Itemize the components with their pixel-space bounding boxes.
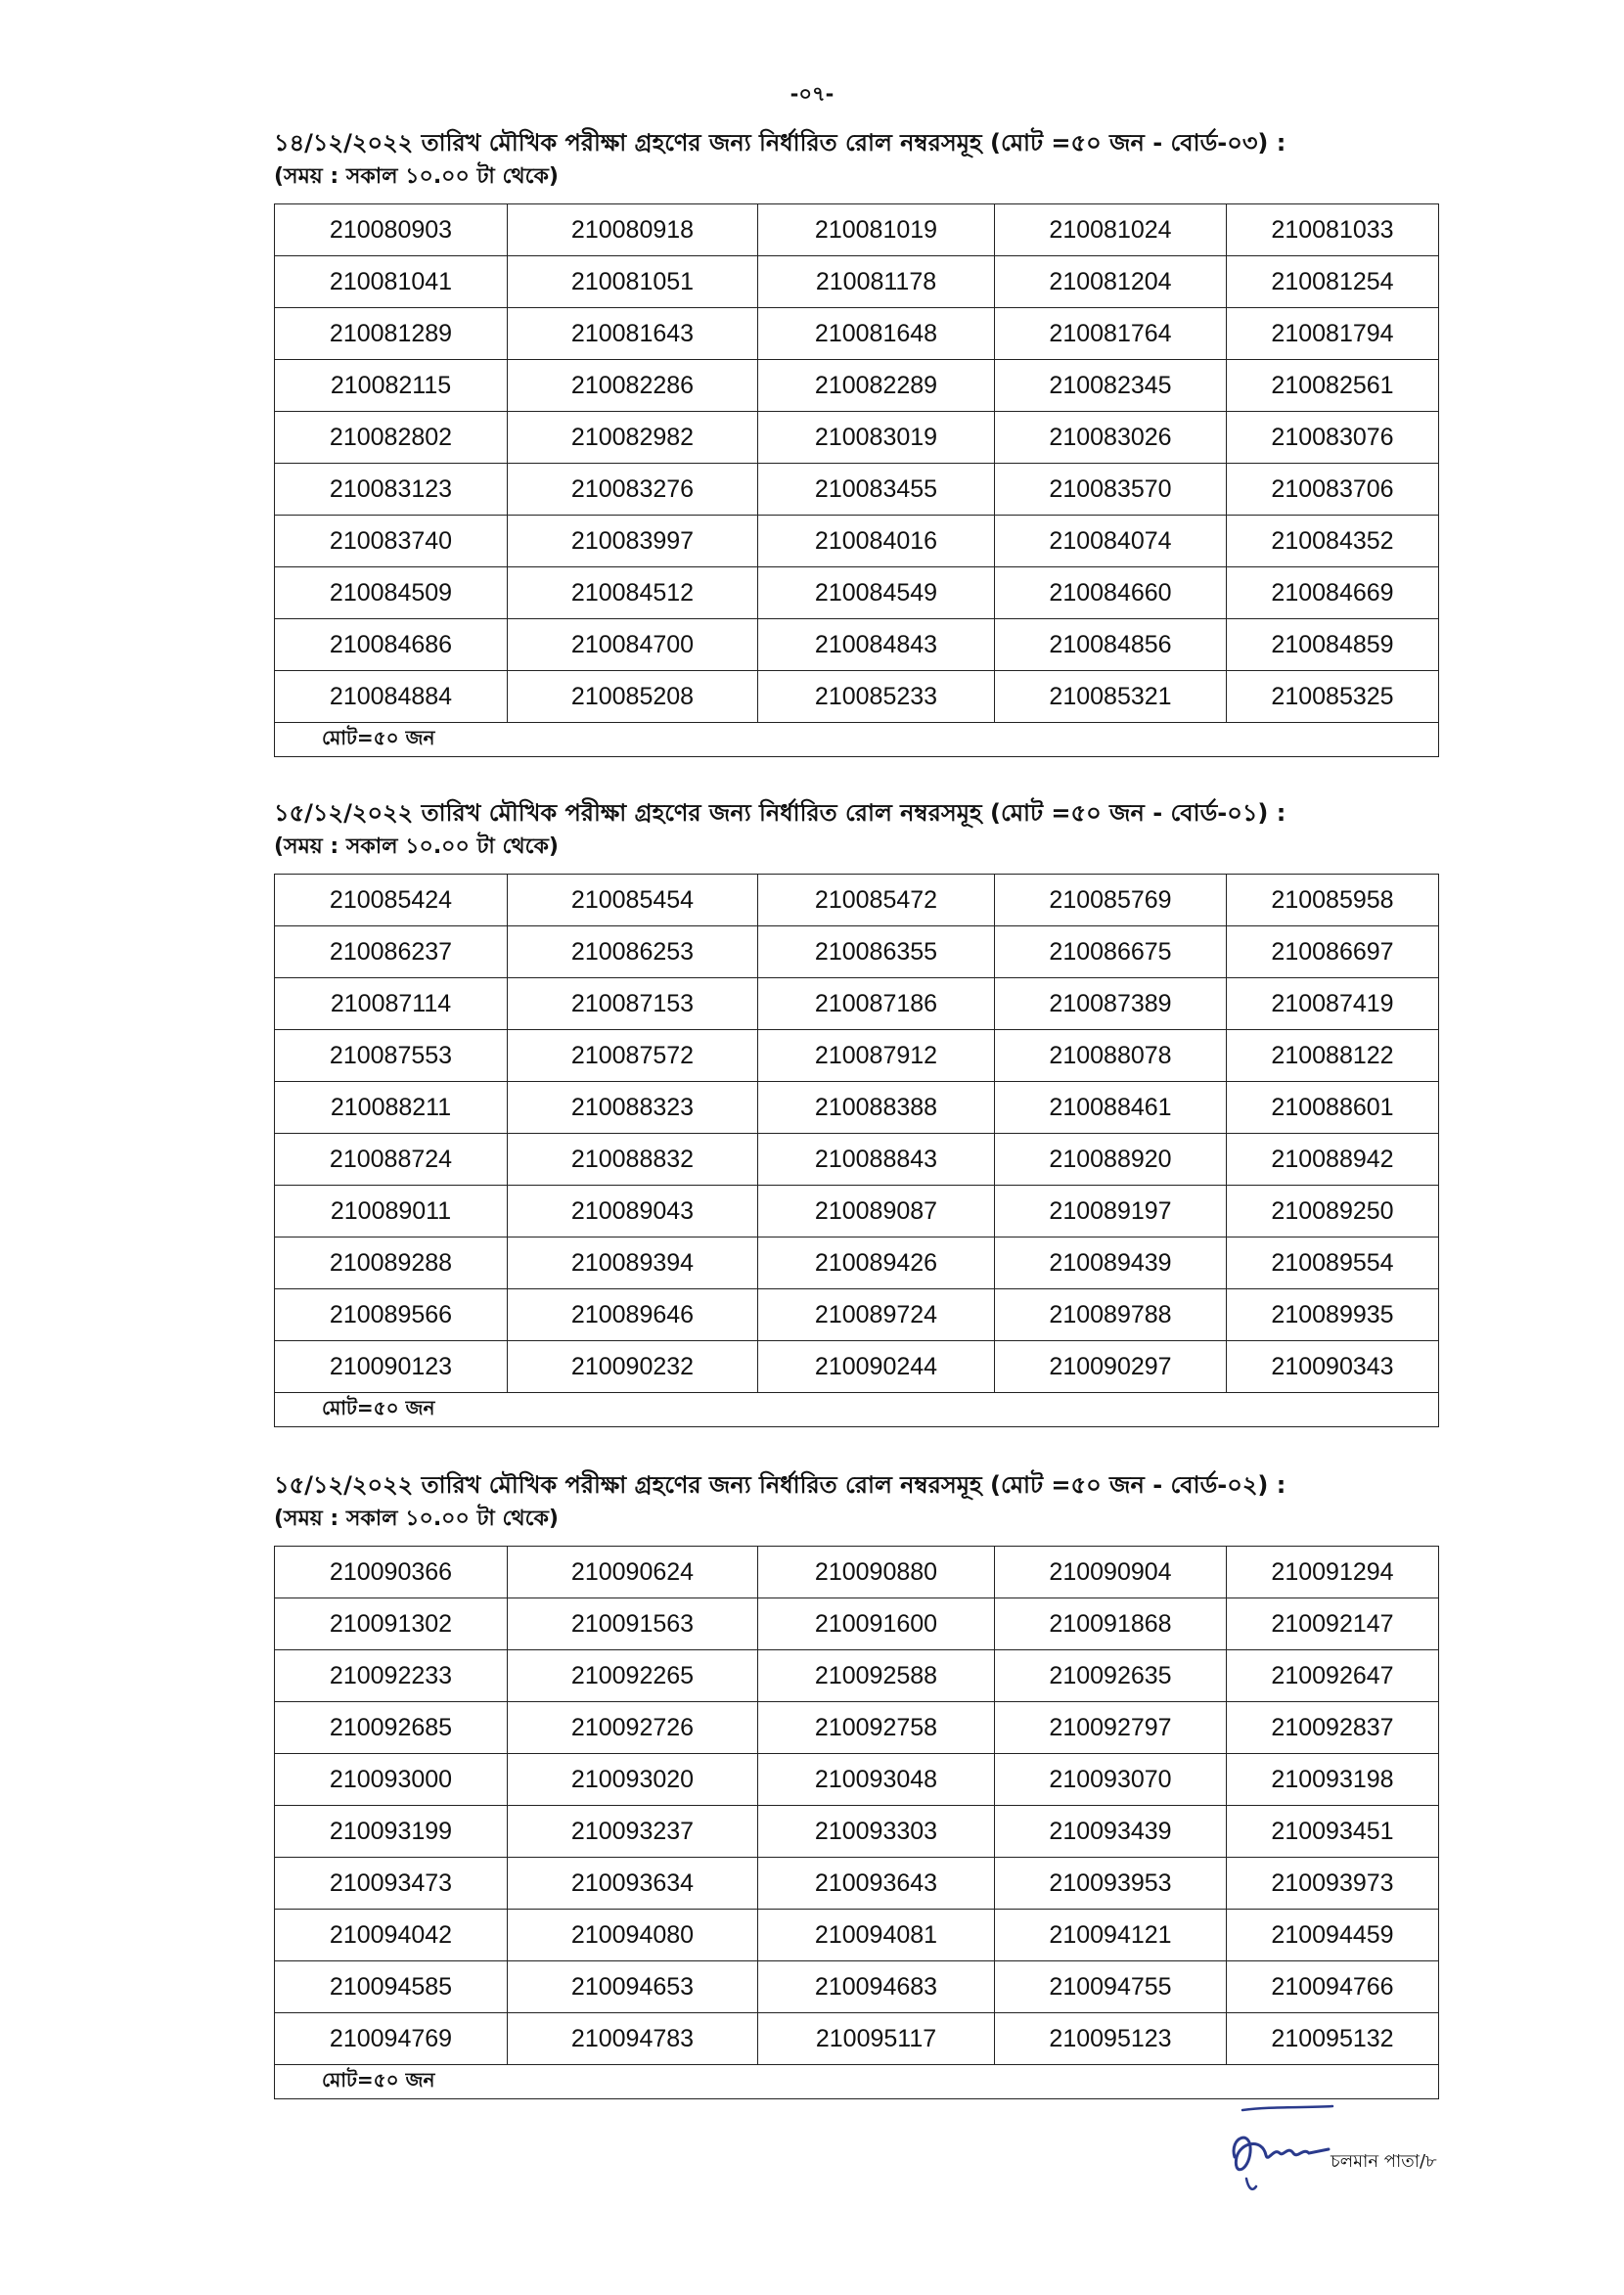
roll-number-cell: 210094653: [508, 1961, 758, 2013]
roll-number-cell: 210090123: [275, 1341, 508, 1393]
roll-number-cell: 210087389: [995, 978, 1227, 1030]
roll-number-cell: 210094121: [995, 1910, 1227, 1961]
roll-number-cell: 210093199: [275, 1806, 508, 1858]
roll-number-cell: 210095117: [758, 2013, 995, 2065]
table-row: [275, 1702, 1439, 1754]
roll-number-cell: 210094585: [275, 1961, 508, 2013]
roll-number-cell: 210080903: [275, 204, 508, 256]
roll-number-cell: 210083276: [508, 464, 758, 516]
roll-number-cell: 210087186: [758, 978, 995, 1030]
roll-number-cell: 210089724: [758, 1289, 995, 1341]
roll-number-cell: 210085454: [508, 875, 758, 926]
roll-number-cell: 210094766: [1227, 1961, 1439, 2013]
roll-number-cell: 210094683: [758, 1961, 995, 2013]
table-row: [275, 1030, 1439, 1082]
roll-number-cell: 210084352: [1227, 516, 1439, 567]
table-row: [275, 1186, 1439, 1238]
roll-number-cell: 210093643: [758, 1858, 995, 1910]
table-row: [275, 671, 1439, 723]
roll-number-cell: 210088078: [995, 1030, 1227, 1082]
roll-number-cell: 210090343: [1227, 1341, 1439, 1393]
roll-number-cell: 210090244: [758, 1341, 995, 1393]
roll-number-cell: 210085208: [508, 671, 758, 723]
table-row: [275, 1910, 1439, 1961]
roll-number-cell: 210081254: [1227, 256, 1439, 308]
table-row: [275, 1858, 1439, 1910]
roll-number-cell: 210084509: [275, 567, 508, 619]
table-row: [275, 1238, 1439, 1289]
roll-number-cell: 210090297: [995, 1341, 1227, 1393]
roll-number-cell: 210091600: [758, 1598, 995, 1650]
roll-number-cell: 210083455: [758, 464, 995, 516]
page-number: -০৭-: [789, 82, 835, 106]
roll-number-cell: 210088211: [275, 1082, 508, 1134]
roll-number-cell: 210093000: [275, 1754, 508, 1806]
roll-number-cell: 210088920: [995, 1134, 1227, 1186]
total-row: [275, 723, 1439, 757]
roll-number-cell: 210086675: [995, 926, 1227, 978]
total-row: [275, 1393, 1439, 1427]
roll-number-cell: 210081648: [758, 308, 995, 360]
table-row: [275, 2013, 1439, 2065]
total-label: মোট=৫০ জন: [275, 2065, 1439, 2099]
roll-number-cell: 210082286: [508, 360, 758, 412]
continue-page-note: চলমান পাতা/৮: [1331, 2151, 1437, 2172]
total-label: মোট=৫০ জন: [275, 1393, 1439, 1427]
roll-number-cell: 210091563: [508, 1598, 758, 1650]
roll-number-cell: 210089566: [275, 1289, 508, 1341]
roll-number-cell: 210082345: [995, 360, 1227, 412]
table-row: [275, 1289, 1439, 1341]
table-row: [275, 256, 1439, 308]
roll-number-cell: 210092797: [995, 1702, 1227, 1754]
roll-number-cell: 210088388: [758, 1082, 995, 1134]
section-heading: ১৫/১২/২০২২ তারিখ মৌখিক পরীক্ষা গ্রহণের জন্য নির্ধারিত রোল নম্বরসমূহ (মোট =৫০ জন - বোর্ড-০১) :: [274, 799, 1286, 827]
roll-number-cell: 210085321: [995, 671, 1227, 723]
table-row: [275, 619, 1439, 671]
roll-number-cell: 210092233: [275, 1650, 508, 1702]
roll-number-cell: 210088832: [508, 1134, 758, 1186]
table-row: [275, 308, 1439, 360]
roll-number-cell: 210084074: [995, 516, 1227, 567]
signature-icon: [1223, 2098, 1340, 2201]
roll-number-cell: 210088122: [1227, 1030, 1439, 1082]
roll-number-cell: 210084700: [508, 619, 758, 671]
roll-number-cell: 210089043: [508, 1186, 758, 1238]
roll-number-cell: 210088843: [758, 1134, 995, 1186]
roll-number-cell: 210086697: [1227, 926, 1439, 978]
roll-number-cell: 210089646: [508, 1289, 758, 1341]
table-row: [275, 1134, 1439, 1186]
roll-number-cell: 210095123: [995, 2013, 1227, 2065]
roll-number-cell: 210089935: [1227, 1289, 1439, 1341]
roll-number-cell: 210087572: [508, 1030, 758, 1082]
roll-number-cell: 210083019: [758, 412, 995, 464]
table-row: [275, 1082, 1439, 1134]
roll-number-cell: 210089426: [758, 1238, 995, 1289]
roll-number-cell: 210084016: [758, 516, 995, 567]
roll-number-cell: 210080918: [508, 204, 758, 256]
roll-number-cell: 210093473: [275, 1858, 508, 1910]
roll-table: [274, 874, 1439, 1427]
roll-number-cell: 210083740: [275, 516, 508, 567]
roll-number-cell: 210088601: [1227, 1082, 1439, 1134]
roll-number-cell: 210089250: [1227, 1186, 1439, 1238]
section-time: (সময় : সকাল ১০.০০ টা থেকে): [274, 834, 559, 859]
table-row: [275, 1547, 1439, 1598]
roll-section-board-01: [274, 797, 1443, 1427]
roll-number-cell: 210084686: [275, 619, 508, 671]
roll-number-cell: 210082289: [758, 360, 995, 412]
roll-number-cell: 210089011: [275, 1186, 508, 1238]
roll-number-cell: 210084512: [508, 567, 758, 619]
roll-number-cell: 210092837: [1227, 1702, 1439, 1754]
roll-number-cell: 210093020: [508, 1754, 758, 1806]
table-row: [275, 464, 1439, 516]
roll-number-cell: 210084669: [1227, 567, 1439, 619]
roll-number-cell: 210084884: [275, 671, 508, 723]
roll-number-cell: 210086355: [758, 926, 995, 978]
table-row: [275, 204, 1439, 256]
roll-table: [274, 203, 1439, 757]
table-row: [275, 516, 1439, 567]
table-row: [275, 1754, 1439, 1806]
roll-number-cell: 210082115: [275, 360, 508, 412]
roll-number-cell: 210093973: [1227, 1858, 1439, 1910]
roll-number-cell: 210093070: [995, 1754, 1227, 1806]
roll-number-cell: 210092758: [758, 1702, 995, 1754]
roll-number-cell: 210083026: [995, 412, 1227, 464]
roll-number-cell: 210083706: [1227, 464, 1439, 516]
roll-number-cell: 210089439: [995, 1238, 1227, 1289]
total-label: মোট=৫০ জন: [275, 723, 1439, 757]
roll-number-cell: 210093634: [508, 1858, 758, 1910]
roll-number-cell: 210091294: [1227, 1547, 1439, 1598]
table-row: [275, 978, 1439, 1030]
table-row: [275, 875, 1439, 926]
table-row: [275, 360, 1439, 412]
roll-number-cell: 210094042: [275, 1910, 508, 1961]
roll-number-cell: 210087153: [508, 978, 758, 1030]
roll-number-cell: 210085233: [758, 671, 995, 723]
roll-number-cell: 210092588: [758, 1650, 995, 1702]
roll-number-cell: 210090232: [508, 1341, 758, 1393]
roll-number-cell: 210092726: [508, 1702, 758, 1754]
roll-number-cell: 210085958: [1227, 875, 1439, 926]
roll-number-cell: 210081041: [275, 256, 508, 308]
section-heading: ১৫/১২/২০২২ তারিখ মৌখিক পরীক্ষা গ্রহণের জন্য নির্ধারিত রোল নম্বরসমূহ (মোট =৫০ জন - বোর্ড-০২) :: [274, 1471, 1286, 1499]
roll-number-cell: 210084843: [758, 619, 995, 671]
roll-number-cell: 210084859: [1227, 619, 1439, 671]
roll-number-cell: 210086253: [508, 926, 758, 978]
roll-table: [274, 1546, 1439, 2099]
roll-number-cell: 210085325: [1227, 671, 1439, 723]
roll-number-cell: 210083997: [508, 516, 758, 567]
table-row: [275, 1341, 1439, 1393]
roll-number-cell: 210083123: [275, 464, 508, 516]
table-row: [275, 412, 1439, 464]
roll-number-cell: 210090880: [758, 1547, 995, 1598]
section-heading: ১৪/১২/২০২২ তারিখ মৌখিক পরীক্ষা গ্রহণের জন্য নির্ধারিত রোল নম্বরসমূহ (মোট =৫০ জন - বোর্ড-০৩) :: [274, 129, 1286, 157]
roll-number-cell: 210089554: [1227, 1238, 1439, 1289]
roll-number-cell: 210095132: [1227, 2013, 1439, 2065]
roll-number-cell: 210084856: [995, 619, 1227, 671]
roll-number-cell: 210091868: [995, 1598, 1227, 1650]
roll-number-cell: 210087419: [1227, 978, 1439, 1030]
roll-number-cell: 210094459: [1227, 1910, 1439, 1961]
roll-number-cell: 210081051: [508, 256, 758, 308]
roll-number-cell: 210093237: [508, 1806, 758, 1858]
table-row: [275, 1806, 1439, 1858]
roll-number-cell: 210081019: [758, 204, 995, 256]
roll-number-cell: 210086237: [275, 926, 508, 978]
table-row: [275, 1961, 1439, 2013]
roll-number-cell: 210088461: [995, 1082, 1227, 1134]
roll-number-cell: 210090624: [508, 1547, 758, 1598]
roll-number-cell: 210089197: [995, 1186, 1227, 1238]
roll-number-cell: 210081204: [995, 256, 1227, 308]
roll-number-cell: 210081289: [275, 308, 508, 360]
roll-number-cell: 210092147: [1227, 1598, 1439, 1650]
roll-number-cell: 210091302: [275, 1598, 508, 1650]
roll-number-cell: 210093303: [758, 1806, 995, 1858]
roll-number-cell: 210084660: [995, 567, 1227, 619]
roll-number-cell: 210083076: [1227, 412, 1439, 464]
roll-number-cell: 210094080: [508, 1910, 758, 1961]
table-row: [275, 1598, 1439, 1650]
roll-number-cell: 210087114: [275, 978, 508, 1030]
table-row: [275, 567, 1439, 619]
roll-number-cell: 210087912: [758, 1030, 995, 1082]
total-row: [275, 2065, 1439, 2099]
roll-number-cell: 210088942: [1227, 1134, 1439, 1186]
roll-number-cell: 210084549: [758, 567, 995, 619]
section-time: (সময় : সকাল ১০.০০ টা থেকে): [274, 164, 559, 189]
roll-number-cell: 210088323: [508, 1082, 758, 1134]
roll-number-cell: 210092647: [1227, 1650, 1439, 1702]
page-footer: [1223, 2098, 1477, 2206]
roll-number-cell: 210082982: [508, 412, 758, 464]
roll-number-cell: 210093451: [1227, 1806, 1439, 1858]
roll-number-cell: 210085472: [758, 875, 995, 926]
table-row: [275, 926, 1439, 978]
roll-number-cell: 210082802: [275, 412, 508, 464]
roll-number-cell: 210090904: [995, 1547, 1227, 1598]
roll-number-cell: 210081643: [508, 308, 758, 360]
roll-section-board-02: [274, 1469, 1443, 2099]
roll-number-cell: 210081764: [995, 308, 1227, 360]
roll-number-cell: 210085424: [275, 875, 508, 926]
roll-number-cell: 210090366: [275, 1547, 508, 1598]
roll-number-cell: 210082561: [1227, 360, 1439, 412]
roll-number-cell: 210089394: [508, 1238, 758, 1289]
roll-section-board-03: [274, 127, 1443, 757]
roll-number-cell: 210089087: [758, 1186, 995, 1238]
roll-number-cell: 210094755: [995, 1961, 1227, 2013]
table-row: [275, 1650, 1439, 1702]
roll-number-cell: 210092685: [275, 1702, 508, 1754]
roll-number-cell: 210093048: [758, 1754, 995, 1806]
roll-number-cell: 210093198: [1227, 1754, 1439, 1806]
roll-number-cell: 210094081: [758, 1910, 995, 1961]
roll-number-cell: 210092265: [508, 1650, 758, 1702]
roll-number-cell: 210093439: [995, 1806, 1227, 1858]
roll-number-cell: 210081033: [1227, 204, 1439, 256]
roll-number-cell: 210081178: [758, 256, 995, 308]
roll-number-cell: 210083570: [995, 464, 1227, 516]
roll-number-cell: 210085769: [995, 875, 1227, 926]
roll-number-cell: 210089288: [275, 1238, 508, 1289]
roll-number-cell: 210087553: [275, 1030, 508, 1082]
roll-number-cell: 210088724: [275, 1134, 508, 1186]
roll-number-cell: 210092635: [995, 1650, 1227, 1702]
roll-number-cell: 210081794: [1227, 308, 1439, 360]
roll-number-cell: 210089788: [995, 1289, 1227, 1341]
roll-number-cell: 210094769: [275, 2013, 508, 2065]
section-time: (সময় : সকাল ১০.০০ টা থেকে): [274, 1507, 559, 1531]
roll-number-cell: 210094783: [508, 2013, 758, 2065]
roll-number-cell: 210093953: [995, 1858, 1227, 1910]
roll-number-cell: 210081024: [995, 204, 1227, 256]
